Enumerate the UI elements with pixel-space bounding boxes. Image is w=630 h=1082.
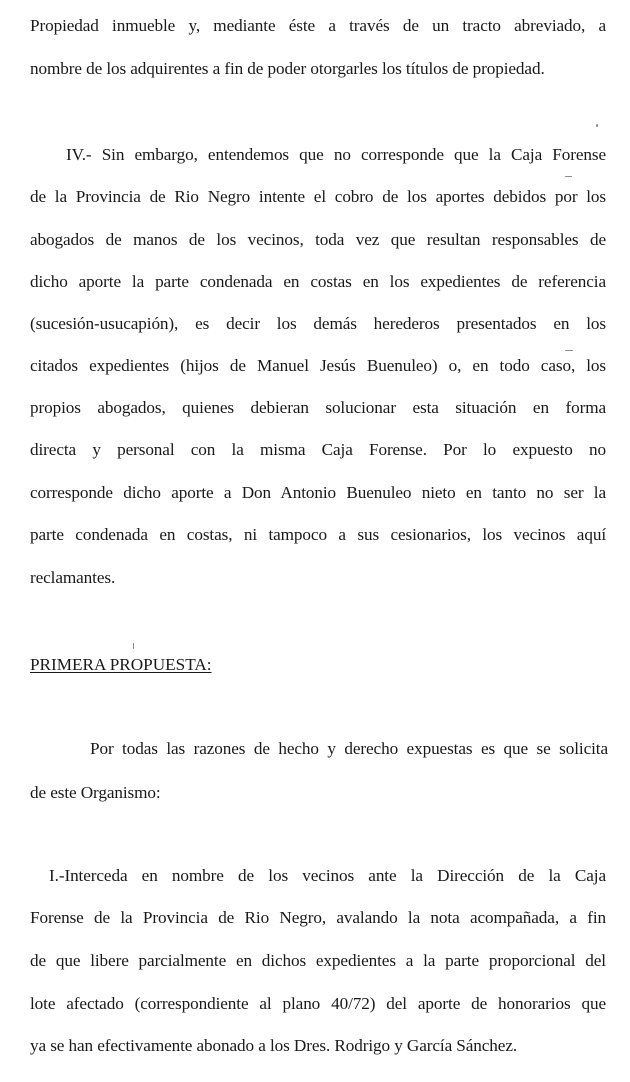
paragraph-line: (sucesión-usucapión), es decir los demás herederos presentados en los	[30, 314, 606, 333]
paragraph-line: directa y personal con la misma Caja Forense. Por lo expuesto no	[30, 440, 606, 459]
paragraph-line: ya se han efectivamente abonado a los Dres. Rodrigo y García Sánchez.	[30, 1036, 518, 1055]
paragraph-line: de la Provincia de Rio Negro intente el cobro de los aportes debidos por los	[30, 187, 606, 206]
paragraph-line: de que libere parcialmente en dichos expedientes a la parte proporcional del	[30, 951, 606, 970]
paragraph-line: nombre de los adquirentes a fin de poder otorgarles los títulos de propiedad.	[30, 59, 545, 78]
section-heading: PRIMERA PROPUESTA:	[30, 655, 212, 674]
paragraph-line: de este Organismo:	[30, 783, 161, 802]
paragraph-line: reclamantes.	[30, 568, 116, 587]
scan-speck	[596, 124, 598, 127]
paragraph-line: Propiedad inmueble y, mediante éste a través de un tracto abreviado, a	[30, 16, 606, 35]
paragraph-line: abogados de manos de los vecinos, toda vez que resultan responsables de	[30, 230, 606, 249]
scan-speck	[565, 176, 572, 177]
paragraph-line: citados expedientes (hijos de Manuel Jesús Buenuleo) o, en todo caso, los	[30, 356, 606, 375]
paragraph-line: Forense de la Provincia de Rio Negro, avalando la nota acompañada, a fin	[30, 908, 606, 927]
paragraph-line: Por todas las razones de hecho y derecho expuestas es que se solicita	[90, 739, 608, 758]
paragraph-line: lote afectado (correspondiente al plano 40/72) del aporte de honorarios que	[30, 994, 606, 1013]
scan-speck	[133, 643, 134, 649]
paragraph-line: IV.- Sin embargo, entendemos que no corresponde que la Caja Forense	[66, 145, 606, 164]
paragraph-line: parte condenada en costas, ni tampoco a sus cesionarios, los vecinos aquí	[30, 525, 606, 544]
paragraph-line: corresponde dicho aporte a Don Antonio Buenuleo nieto en tanto no ser la	[30, 483, 606, 502]
paragraph-line: I.-Interceda en nombre de los vecinos ante la Dirección de la Caja	[49, 866, 606, 885]
paragraph-line: dicho aporte la parte condenada en costas en los expedientes de referencia	[30, 272, 606, 291]
scan-speck	[565, 350, 573, 351]
paragraph-line: propios abogados, quienes debieran solucionar esta situación en forma	[30, 398, 606, 417]
